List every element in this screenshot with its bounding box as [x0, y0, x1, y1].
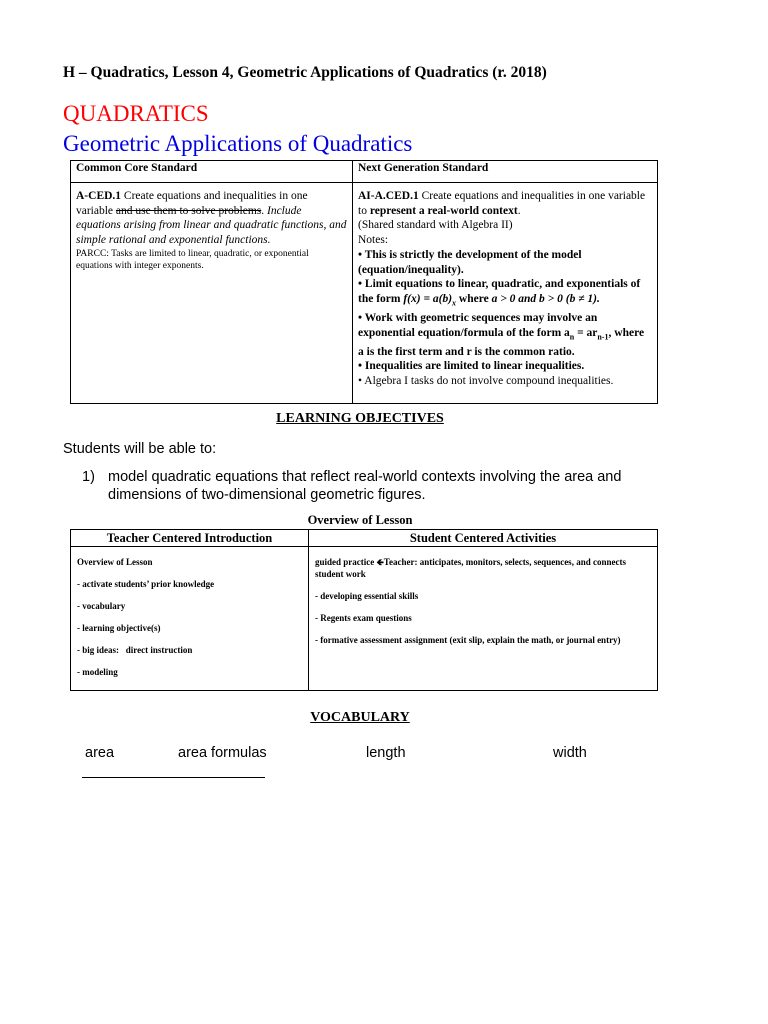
learning-objective-item — [82, 468, 642, 504]
common-core-heading: Common Core Standard — [71, 161, 353, 183]
common-core-cell: A-CED.1 Create equations and inequalities in one variable and use them to solve problems. Include equations arising from linear and quadratic functions, and simple rational and exponential functions. PARCC: Tasks are limited to linear, quadratic, or exponential equations with integer exponents. — [71, 183, 353, 404]
standards-table — [70, 160, 658, 404]
overview-table — [70, 529, 658, 691]
note-4: • Inequalities are limited to linear inequalities. — [358, 360, 585, 373]
next-gen-cell: AI-A.CED.1 Create equations and inequalities in one variable to represent a real-world context. (Shared standard with Algebra II) Notes: • This is strictly the development of the model (equation/inequality). • Limit equations to linear, quadratic, and exponentials of the form $f(x) = a(b)_x$ where a > 0 and b > 0 (b ≠ 1). • Work with geometric sequences may involve an exponential equation/formula of the form $a_n = ar_{n-1}$, where a is the first term and r is the common ratio. • Inequalities are limited to linear inequalities. • Algebra I tasks do not involve compound inequalities. — [353, 183, 658, 404]
note-3: • Work with geometric sequences may involve an exponential equation/formula of the form $a_n = ar_{n-1}$, where a is the first term and r is the common ratio. — [358, 311, 645, 358]
list-item: - Regents exam questions — [315, 612, 412, 623]
list-item: - formative assessment assignment (exit slip, explain the math, or journal entry) — [315, 634, 621, 645]
vocabulary-word: length — [366, 745, 406, 761]
parcc-note: PARCC: Tasks are limited to linear, quadratic, or exponential equations with integer exponents. — [76, 248, 309, 271]
next-gen-code: AI-A.CED.1 — [358, 190, 419, 202]
list-item: - developing essential skills — [315, 590, 419, 601]
shared-standard: (Shared standard with Algebra II) — [358, 219, 513, 232]
page-subtitle: Geometric Applications of Quadratics — [63, 131, 413, 156]
list-item: - activate students’ prior knowledge — [77, 579, 215, 589]
common-core-italic: Include equations arising from linear and quadratic functions, and simple rational and exponential functions. — [76, 204, 347, 247]
list-item: - vocabulary — [77, 601, 126, 611]
note-1: • This is strictly the development of the model (equation/inequality). — [358, 248, 582, 276]
page-title: QUADRATICS — [63, 101, 209, 126]
common-core-text: Create equations and inequalities in one variable — [76, 190, 308, 217]
student-cell — [309, 547, 658, 691]
note-2: • Limit equations to linear, quadratic, and exponentials of the form $f(x) = a(b)_x$ where a > 0 and b > 0 (b ≠ 1). — [358, 278, 641, 308]
list-item: - modeling — [77, 667, 118, 677]
teacher-heading: Teacher Centered Introduction — [71, 530, 309, 547]
vocabulary-title: VOCABULARY — [310, 710, 410, 725]
teacher-cell — [71, 547, 309, 691]
student-heading: Student Centered Activities — [309, 530, 658, 547]
common-core-code: A-CED.1 — [76, 190, 122, 202]
vocabulary-word: area formulas — [178, 745, 267, 761]
vocabulary-word: width — [553, 745, 587, 761]
list-item: guided practice 🡸Teacher: anticipates, monitors, selects, sequences, and connects student work — [315, 557, 626, 579]
note-5: • Algebra I tasks do not involve compound inequalities. — [358, 375, 614, 388]
learning-objectives-title: LEARNING OBJECTIVES — [276, 411, 444, 426]
vocabulary-word: area — [85, 745, 115, 761]
list-item: - learning objective(s) — [77, 623, 161, 633]
overview-title: Overview of Lesson — [307, 513, 413, 527]
list-item: Overview of Lesson — [77, 557, 153, 567]
common-core-struck-text: and use them to solve problems — [115, 204, 262, 217]
document-header: H – Quadratics, Lesson 4, Geometric Applications of Quadratics (r. 2018) — [63, 64, 547, 81]
learning-objectives-intro: Students will be able to: — [63, 441, 217, 457]
objective-number: 1) — [82, 469, 95, 485]
list-item: - big ideas: direct instruction — [77, 645, 193, 655]
vocabulary-underline — [82, 777, 265, 778]
notes-label: Notes: — [358, 234, 389, 247]
objective-text: model quadratic equations that reflect real-world contexts involving the area and dimensions of two-dimensional geometric figures. — [108, 469, 622, 503]
next-gen-heading: Next Generation Standard — [353, 161, 658, 183]
